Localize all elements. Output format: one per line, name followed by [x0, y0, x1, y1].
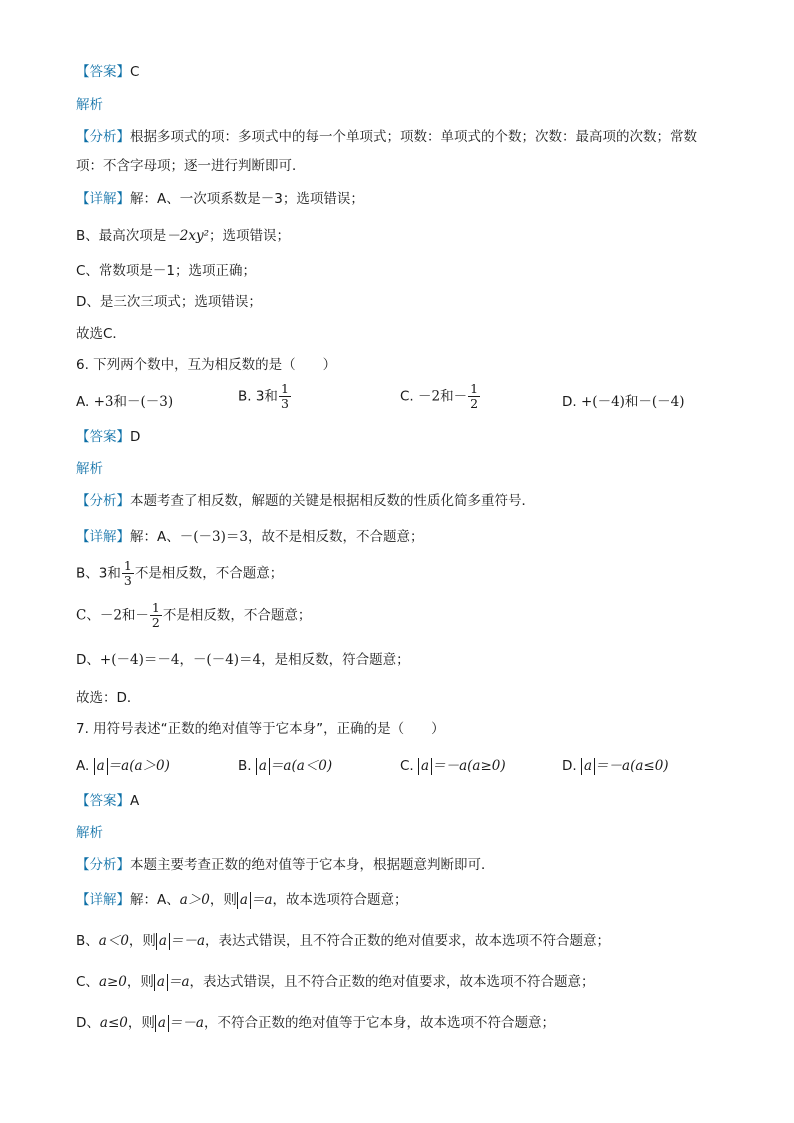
fenxi-tag: 【分析】	[76, 857, 130, 873]
detail-text: ，表达式错误，且不符合正数的绝对值要求，故本选项不符合题意；	[189, 974, 595, 990]
detail-text: 不是相反数，不合题意；	[162, 607, 312, 624]
detail-text: C、－2和－	[76, 607, 149, 624]
detail-text: 解：A、一次项系数是－3；选项错误；	[130, 191, 364, 207]
fenxi-tag: 【分析】	[76, 493, 130, 509]
numerator: 1	[123, 558, 132, 573]
math-expression: ＝－a(a≥0)	[432, 758, 506, 774]
math-expression: +(－4)和－(－4)	[580, 394, 685, 410]
q7-option-d	[562, 754, 669, 775]
q7-option-c	[400, 754, 506, 775]
math-expression: +3和－(－3)	[93, 394, 174, 410]
fraction	[468, 382, 480, 411]
option-label: B. 3和	[238, 388, 278, 405]
math-expression: a≥0	[98, 974, 127, 990]
math-expression: ＝a(a＞0)	[107, 758, 170, 774]
absolute-value: a	[94, 758, 108, 775]
q5-fenxi-line2: 项：不含字母项；逐一进行判断即可．	[76, 158, 306, 174]
detail-text: ，则	[209, 892, 237, 908]
q7-detail-a	[76, 890, 738, 910]
option-label: B.	[238, 758, 252, 774]
fraction	[279, 382, 291, 411]
detail-text: C、	[76, 974, 99, 990]
answer-value: C	[130, 64, 140, 80]
q6-analysis-heading: 解析	[76, 461, 103, 477]
q5-answer-line	[76, 62, 738, 82]
math-expression: a≤0	[99, 1015, 128, 1031]
q6-option-a	[76, 390, 173, 410]
numerator: 1	[151, 600, 160, 615]
detail-text: 解：A、	[130, 529, 180, 545]
q6-detail-b	[76, 559, 738, 588]
q6-answer-line	[76, 427, 738, 447]
math-expression: ＝a	[167, 974, 190, 990]
answer-value: A	[130, 793, 140, 809]
q6-detail-c	[76, 601, 738, 630]
detail-text: ，不符合正数的绝对值等于它本身，故本选项不符合题意；	[203, 1015, 555, 1031]
q6-conclusion: 故选：D．	[76, 690, 141, 706]
absolute-value: a	[154, 974, 168, 991]
math-expression: ＝－a(a≤0)	[595, 758, 669, 774]
detail-text: D、	[76, 652, 100, 668]
fenxi-tag: 【分析】	[76, 129, 130, 145]
q5-detail-b	[76, 226, 738, 246]
detail-text: B、	[76, 933, 99, 949]
math-expression: ＝a	[250, 892, 273, 908]
fenxi-text: 根据多项式的项：多项式中的每一个单项式；项数：单项式的个数；次数：最高项的次数；常数	[130, 129, 697, 145]
math-expression: －(－3)＝3	[179, 529, 248, 545]
answer-tag: 【答案】	[76, 429, 130, 445]
absolute-value: a	[418, 758, 432, 775]
detail-text: ，则	[128, 933, 156, 949]
detail-text: B、3和	[76, 565, 121, 582]
absolute-value: a	[155, 1015, 169, 1032]
q5-detail-d: D、是三次三项式；选项错误；	[76, 294, 262, 310]
q7-option-a	[76, 754, 170, 775]
detail-text: 解：A、	[130, 892, 180, 908]
detail-text: ，则	[127, 1015, 155, 1031]
math-expression: ＝－a	[168, 1015, 204, 1031]
q6-fenxi	[76, 491, 738, 511]
fraction	[122, 559, 134, 588]
denominator: 2	[470, 396, 479, 411]
q7-detail-b	[76, 931, 738, 951]
q5-detail-a	[76, 189, 738, 209]
math-expression: a＜0	[98, 933, 129, 949]
q6-option-b	[238, 382, 292, 411]
denominator: 3	[123, 573, 132, 588]
detail-text: ；选项错误；	[209, 228, 291, 244]
detail-text: ，是相反数，符合题意；	[261, 652, 410, 668]
option-label: C.	[400, 758, 414, 774]
numerator: 1	[470, 381, 479, 396]
q7-answer-line	[76, 791, 738, 811]
q5-analysis-heading: 解析	[76, 97, 103, 113]
q7-option-b	[238, 754, 332, 775]
q7-fenxi	[76, 855, 738, 875]
detail-text: D、	[76, 1015, 100, 1031]
denominator: 3	[280, 396, 289, 411]
detail-text: ，故本选项符合题意；	[272, 892, 408, 908]
detail-text: ，则	[126, 974, 154, 990]
q7-detail-c	[76, 972, 738, 992]
math-expression: a＞0	[179, 892, 210, 908]
math-expression: ＝－a	[169, 933, 206, 949]
q6-detail-a	[76, 527, 738, 547]
math-expression: －2和－	[418, 388, 468, 405]
fenxi-text: 本题主要考查正数的绝对值等于它本身，根据题意判断即可．	[130, 857, 495, 873]
detail-text: ，表达式错误，且不符合正数的绝对值要求，故本选项不符合题意；	[205, 933, 611, 949]
math-expression: +(－4)＝－4	[99, 652, 180, 668]
option-label: D.	[562, 394, 577, 410]
absolute-value: a	[237, 892, 251, 909]
option-label: A.	[76, 394, 90, 410]
detail-tag: 【详解】	[76, 529, 130, 545]
q5-detail-c: C、常数项是－1；选项正确；	[76, 263, 257, 279]
numerator: 1	[280, 381, 289, 396]
q5-conclusion: 故选C．	[76, 326, 126, 342]
math-expression: －(－4)＝4	[192, 652, 262, 668]
detail-text: ，故不是相反数，不合题意；	[247, 529, 424, 545]
option-label: C.	[400, 388, 414, 405]
q6-option-d	[562, 390, 685, 410]
denominator: 2	[151, 615, 160, 630]
q7-question: 7. 用符号表述“正数的绝对值等于它本身”，正确的是（ ）	[76, 721, 445, 737]
answer-tag: 【答案】	[76, 64, 130, 80]
absolute-value: a	[581, 758, 595, 775]
answer-value: D	[130, 429, 141, 445]
q7-analysis-heading: 解析	[76, 825, 103, 841]
math-expression: －2xy²	[166, 228, 210, 244]
absolute-value: a	[156, 933, 170, 950]
detail-tag: 【详解】	[76, 191, 130, 207]
math-expression: ＝a(a＜0)	[269, 758, 333, 774]
answer-tag: 【答案】	[76, 793, 130, 809]
q5-fenxi-line1	[76, 127, 738, 147]
q7-detail-d	[76, 1013, 738, 1033]
q6-option-c	[400, 382, 481, 411]
option-label: A.	[76, 758, 90, 774]
fraction	[150, 601, 162, 630]
absolute-value: a	[256, 758, 270, 775]
separator: ，	[179, 652, 193, 668]
detail-text: 不是相反数，不合题意；	[134, 565, 284, 582]
detail-text: B、最高次项是	[76, 228, 167, 244]
option-label: D.	[562, 758, 577, 774]
q6-detail-d	[76, 650, 738, 670]
fenxi-text: 本题考查了相反数，解题的关键是根据相反数的性质化简多重符号．	[130, 493, 535, 509]
q6-question: 6. 下列两个数中，互为相反数的是（ ）	[76, 357, 337, 373]
detail-tag: 【详解】	[76, 892, 130, 908]
